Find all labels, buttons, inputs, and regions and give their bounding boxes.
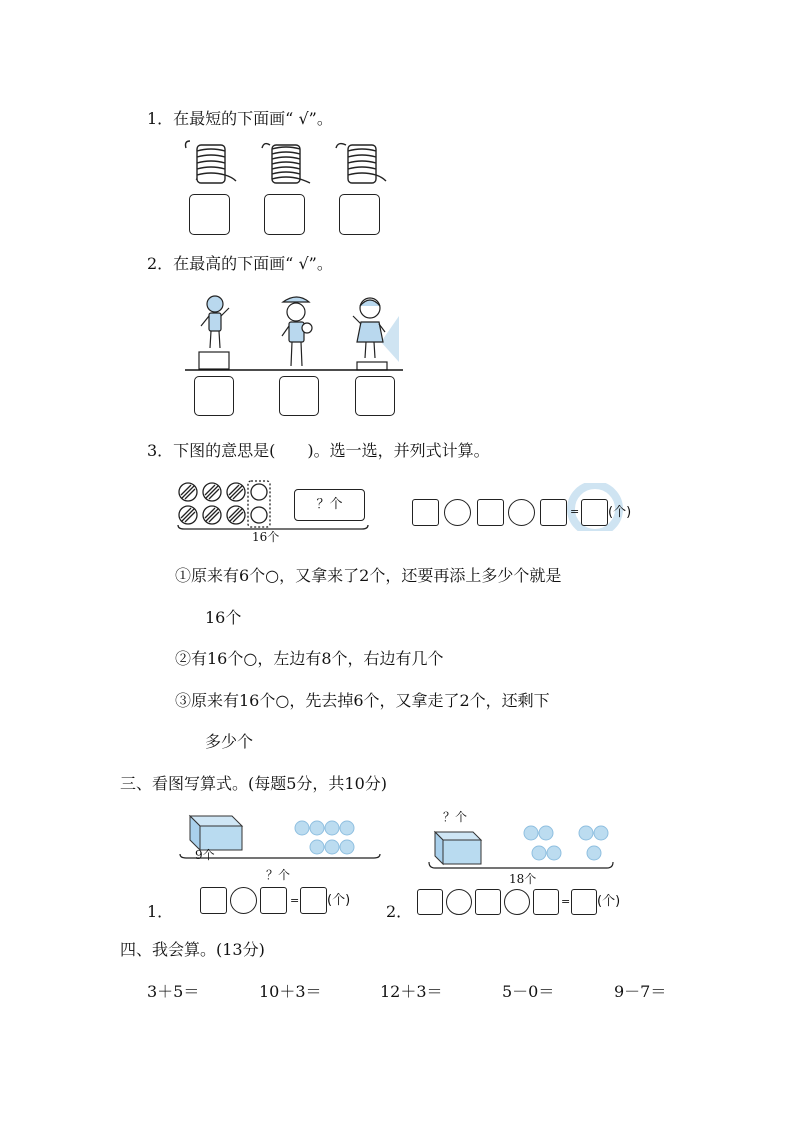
moved-circle — [251, 507, 267, 523]
children-height-illustration — [185, 292, 403, 374]
s3-p1-equals-sign: = — [290, 894, 300, 907]
child-3 — [353, 298, 387, 370]
child-1 — [199, 296, 229, 369]
ball-box — [435, 832, 481, 864]
springs-illustration — [170, 135, 400, 193]
q3-text: 3．下图的意思是( )。选一选，并列式计算。 — [147, 441, 490, 460]
q1-text: 1．在最短的下面画“ √”。 — [147, 109, 333, 128]
s3-p2-total-label: 18个 — [509, 872, 537, 886]
q3-option-3[interactable]: ③原来有16个○，先去掉6个，又拿走了2个，还剩下 — [175, 691, 550, 710]
section4-title: 四、我会算。(13分) — [120, 940, 265, 959]
s3-p2-unit: (个) — [597, 894, 621, 909]
q3-eq-box-2[interactable] — [477, 499, 504, 526]
q3-option-3-cont: 多少个 — [205, 732, 254, 751]
s3-p2-top-label: ？个 — [443, 810, 468, 824]
q1-answer-box-2[interactable] — [264, 194, 305, 235]
s3-p1-left-label: 9个 — [195, 848, 215, 862]
total-brace — [178, 525, 368, 529]
ball-box — [190, 816, 242, 850]
spring-3 — [336, 144, 386, 183]
q1-answer-box-3[interactable] — [339, 194, 380, 235]
moved-circle — [251, 484, 267, 500]
calc-problem-1: 3＋5＝ — [147, 982, 200, 1001]
q3-unit: (个) — [608, 505, 632, 520]
q2-answer-box-1[interactable] — [194, 376, 234, 416]
q3-option-1-cont: 16个 — [205, 608, 242, 627]
calc-problem-4: 5－0＝ — [502, 982, 555, 1001]
q3-option-1[interactable]: ①原来有6个○，又拿来了2个，还要再添上多少个就是 — [175, 566, 562, 585]
q2-answer-box-3[interactable] — [355, 376, 395, 416]
total-label: 16个 — [252, 530, 280, 544]
q3-equals-sign: = — [570, 505, 580, 518]
s3-p1-eq-operator[interactable] — [230, 887, 257, 914]
q2-text: 2．在最高的下面画“ √”。 — [147, 254, 333, 273]
crossed-circle — [203, 483, 221, 501]
q3-eq-operator-1[interactable] — [444, 499, 471, 526]
s3-p1-total-label: ？个 — [266, 868, 291, 882]
s3-p1-unit: (个) — [327, 893, 351, 908]
section3-title: 三、看图写算式。(每题5分，共10分) — [120, 774, 388, 793]
q3-eq-operator-2[interactable] — [508, 499, 535, 526]
s3-p1-eq-box-2[interactable] — [260, 887, 287, 914]
q3-eq-box-3[interactable] — [540, 499, 567, 526]
calc-problem-5: 9－7＝ — [614, 982, 667, 1001]
crossed-circle — [179, 506, 197, 524]
spring-2 — [262, 144, 310, 183]
q1-answer-box-1[interactable] — [189, 194, 230, 235]
calc-problem-2: 10＋3＝ — [259, 982, 322, 1001]
q3-eq-result-box[interactable] — [581, 499, 608, 526]
unknown-box-label: ？个 — [316, 497, 343, 512]
s3-p2-number: 2． — [386, 902, 413, 921]
q3-option-2[interactable]: ②有16个○，左边有8个，右边有几个 — [175, 649, 444, 668]
calc-problem-3: 12＋3＝ — [380, 982, 443, 1001]
s3-p1-eq-result-box[interactable] — [300, 887, 327, 914]
s3-p2-eq-box-3[interactable] — [533, 889, 559, 915]
q3-eq-box-1[interactable] — [412, 499, 439, 526]
s3-p2-eq-operator-2[interactable] — [504, 889, 530, 915]
s3-p1-number: 1． — [147, 902, 174, 921]
s3-p2-equals-sign: = — [561, 895, 571, 908]
loose-balls — [524, 826, 608, 860]
s3-p2-eq-box-2[interactable] — [475, 889, 501, 915]
crossed-circle — [203, 506, 221, 524]
s3-p2-illustration — [425, 818, 620, 874]
s3-p1-eq-box-1[interactable] — [200, 887, 227, 914]
dashed-group — [248, 481, 270, 527]
s3-p2-eq-result-box[interactable] — [571, 889, 597, 915]
s3-p2-eq-operator-1[interactable] — [446, 889, 472, 915]
spring-1 — [186, 141, 237, 183]
child-2 — [282, 297, 312, 366]
q2-answer-box-2[interactable] — [279, 376, 319, 416]
s3-p2-eq-box-1[interactable] — [417, 889, 443, 915]
crossed-circle — [227, 483, 245, 501]
crossed-circle — [227, 506, 245, 524]
crossed-circle — [179, 483, 197, 501]
watermark-shape — [381, 316, 399, 362]
loose-balls — [295, 821, 354, 854]
